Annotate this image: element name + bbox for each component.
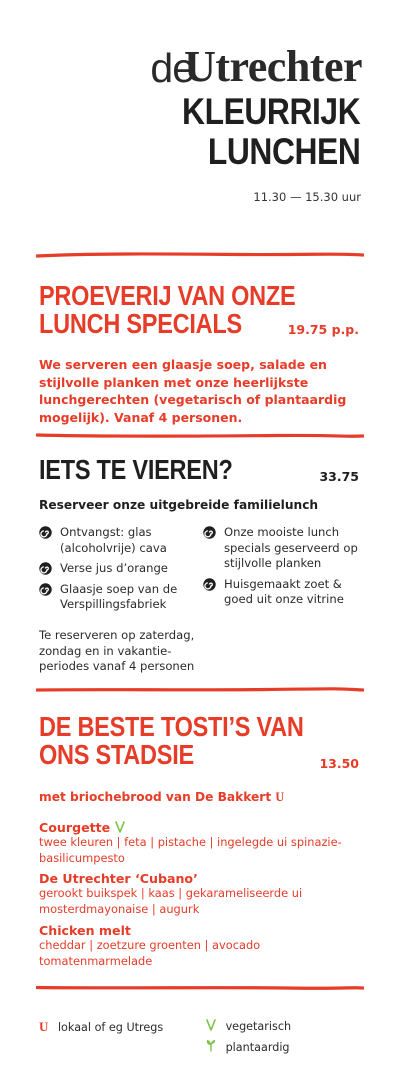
list-item-text: Glaasje soep van de Verspillingsfabriek [60, 581, 178, 611]
price-tosti: 13.50 [319, 756, 359, 771]
local-mark-icon: U [39, 1019, 49, 1034]
spiral-bullet-icon [39, 583, 52, 596]
legend-local [39, 1019, 163, 1035]
tosti-subtitle-text: met briochebrood van De Bakkert [39, 790, 272, 804]
list-item [203, 577, 368, 608]
vieren-list-left [39, 525, 194, 618]
spiral-bullet-icon [39, 562, 52, 575]
section-title-vieren: IETS TE VIEREN? [39, 454, 233, 485]
list-item-text: Ontvangst: glas (alcoholvrije) cava [60, 525, 167, 555]
list-item-text: Onze mooiste lunch specials geserveerd op stijlvolle planken [224, 525, 358, 570]
title-line-1: KLEURRIJK [181, 91, 360, 132]
section-title-tosti-2: ONS STADSIE [39, 739, 194, 770]
vieren-list-right [203, 525, 368, 613]
list-item [39, 525, 194, 556]
section-title-tosti-1: DE BESTE TOSTI’S VAN [39, 711, 304, 742]
list-item [39, 561, 194, 577]
list-item [39, 582, 194, 613]
brand-name: Utrechter [184, 42, 362, 91]
menu-item-desc: cheddar | zoetzure groenten | avocado tomatenmarmelade [39, 938, 261, 968]
spiral-bullet-icon [203, 526, 216, 539]
menu-item-name [39, 820, 125, 835]
price-vieren: 33.75 [319, 469, 359, 484]
proeverij-description: We serveren een glaasje soep, salade en stijlvolle planken met onze heerlijkste lunchgerechten (vegetarisch of plantaardig mogelijk). Vanaf 4 personen. [39, 357, 347, 425]
reservation-note: Te reserveren op zaterdag, zondag en in vakantie-periodes vanaf 4 personen [39, 628, 195, 673]
spiral-bullet-icon [39, 526, 52, 539]
legend-local-label: lokaal of eg Utregs [57, 1021, 164, 1034]
section-title-proeverij-1: PROEVERIJ VAN ONZE [39, 280, 296, 311]
opening-hours: 11.30 — 15.30 uur [253, 190, 361, 204]
legend-plant [206, 1039, 290, 1054]
section-title-proeverij-2: LUNCH SPECIALS [39, 308, 242, 339]
list-item-text: Verse jus d’orange [60, 561, 168, 575]
list-item [203, 525, 368, 572]
menu-item-desc: gerookt buikspek | kaas | gekarameliseerde ui mosterdmayonaise | augurk [39, 886, 303, 916]
divider-stroke [36, 250, 364, 260]
legend-vegetarian-label: vegetarisch [225, 1020, 292, 1033]
tosti-subtitle [39, 790, 284, 805]
vegetarian-icon [115, 821, 125, 833]
local-mark-icon: U [275, 790, 285, 804]
menu-item-name: Chicken melt [39, 923, 131, 938]
legend-plant-label: plantaardig [225, 1041, 290, 1054]
title-line-2: LUNCHEN [207, 131, 360, 172]
vegetarian-icon [206, 1019, 216, 1031]
spiral-bullet-icon [203, 578, 216, 591]
menu-item-name-text: Courgette [39, 820, 111, 835]
brand-prefix: de [150, 45, 194, 91]
divider-stroke [36, 685, 364, 695]
list-item-text: Huisgemaakt zoet & goed uit onze vitrine [224, 576, 344, 606]
price-proeverij: 19.75 p.p. [287, 322, 359, 337]
plant-leaf-icon [206, 1039, 216, 1052]
divider-stroke [36, 431, 364, 441]
divider-stroke [36, 983, 364, 993]
menu-item-name: De Utrechter ‘Cubano’ [39, 871, 198, 886]
legend-vegetarian [206, 1019, 291, 1033]
menu-item-desc: twee kleuren | feta | pistache | ingelegde ui spinazie-basilicumpesto [39, 835, 342, 865]
vieren-subtitle: Reserveer onze uitgebreide familielunch [39, 498, 319, 512]
